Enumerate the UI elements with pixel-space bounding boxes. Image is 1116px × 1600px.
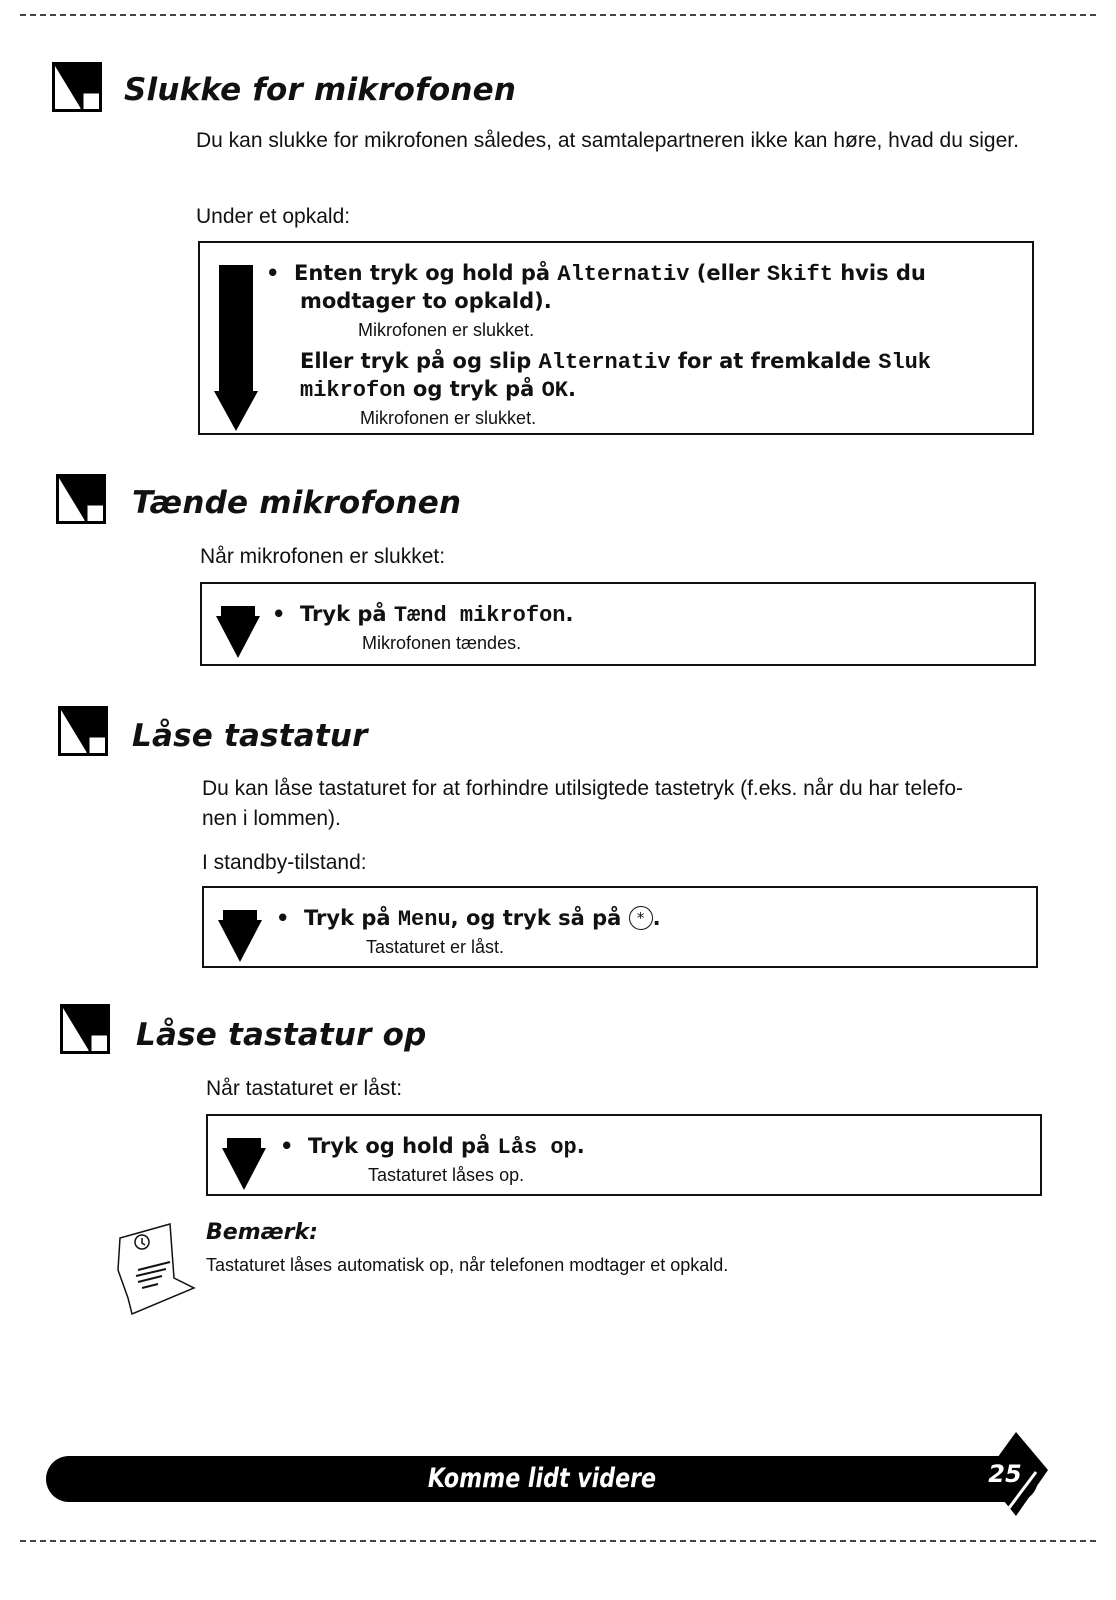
instruction-step: • Tryk på Menu, og tryk så på * . bbox=[276, 906, 661, 932]
section-context: I standby-tilstand: bbox=[202, 851, 367, 874]
instruction-step: • Tryk på Tænd mikrofon. bbox=[272, 602, 574, 628]
instruction-step: • Enten tryk og hold på Alternativ (eller Skift hvis du bbox=[266, 261, 926, 287]
section-context: Når mikrofonen er slukket: bbox=[200, 545, 446, 568]
footer-label: Komme lidt videre bbox=[427, 1463, 657, 1494]
section-intro: Du kan låse tastaturet for at forhindre utilsigtede tastetryk (f.eks. når du har telefo- bbox=[202, 777, 964, 800]
step-result: Tastaturet låses op. bbox=[368, 1165, 525, 1185]
down-arrow-icon bbox=[218, 910, 262, 962]
instruction-step: • Tryk og hold på Lås op. bbox=[280, 1134, 585, 1160]
section-context: Under et opkald: bbox=[196, 205, 351, 228]
section-marker-icon bbox=[52, 62, 102, 112]
section-marker-icon bbox=[60, 1004, 110, 1054]
instruction-box bbox=[198, 241, 1034, 435]
instruction-box bbox=[200, 582, 1036, 666]
section-context: Når tastaturet er låst: bbox=[206, 1077, 403, 1100]
top-rule bbox=[20, 14, 1096, 16]
instruction-box bbox=[206, 1114, 1042, 1196]
note-title: Bemærk: bbox=[206, 1220, 318, 1245]
star-key-icon: * bbox=[629, 906, 653, 930]
step-result: Mikrofonen tændes. bbox=[362, 633, 522, 653]
note-icon bbox=[112, 1218, 198, 1316]
section-heading: Låse tastatur op bbox=[136, 1017, 427, 1053]
down-arrow-icon bbox=[216, 606, 260, 658]
instruction-step-cont: modtager to opkald). bbox=[300, 289, 552, 313]
step-result: Mikrofonen er slukket. bbox=[360, 408, 537, 428]
section-marker-icon bbox=[56, 474, 106, 524]
step-result: Tastaturet er låst. bbox=[366, 937, 505, 957]
section-heading: Slukke for mikrofonen bbox=[124, 72, 517, 108]
step-result: Mikrofonen er slukket. bbox=[358, 320, 535, 340]
instruction-step-cont: mikrofon og tryk på OK. bbox=[300, 377, 576, 403]
footer-bar bbox=[46, 1456, 1038, 1502]
section-intro: nen i lommen). bbox=[202, 807, 341, 830]
down-arrow-icon bbox=[214, 265, 258, 431]
instruction-box bbox=[202, 886, 1038, 968]
section-marker-icon bbox=[58, 706, 108, 756]
section-heading: Låse tastatur bbox=[132, 718, 368, 754]
note-text: Tastaturet låses automatisk op, når telefonen modtager et opkald. bbox=[206, 1255, 729, 1275]
section-intro: Du kan slukke for mikrofonen således, at samtalepartneren ikke kan høre, hvad du siger. bbox=[196, 129, 1019, 152]
section-heading: Tænde mikrofonen bbox=[132, 485, 462, 521]
instruction-step: Eller tryk på og slip Alternativ for at fremkalde Sluk bbox=[300, 349, 931, 375]
page-number: 25 bbox=[988, 1460, 1022, 1488]
bottom-rule bbox=[20, 1540, 1096, 1542]
down-arrow-icon bbox=[222, 1138, 266, 1190]
